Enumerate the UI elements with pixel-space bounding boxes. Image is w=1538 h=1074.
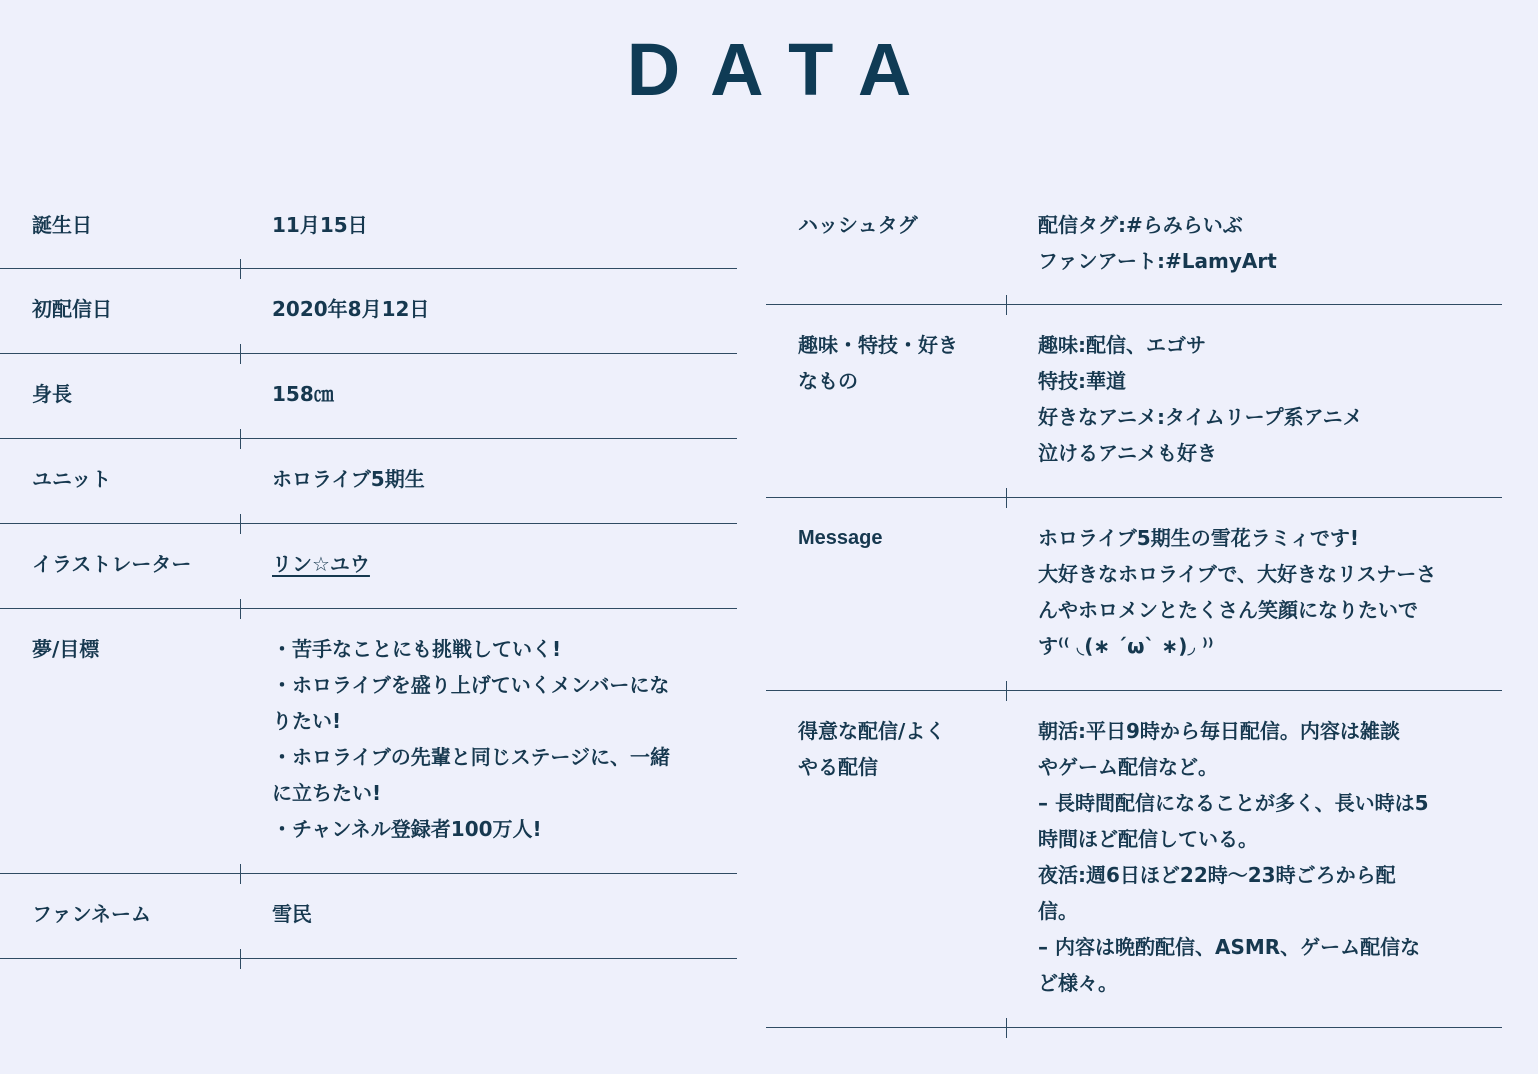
data-table-left [0,192,737,959]
label-line: 趣味・特技・好き [798,333,958,357]
label-line: やる配信 [798,755,878,779]
value-line: 11月15日 [272,213,368,237]
row-height [0,354,737,439]
value-line: す⁽⁽ ◟(∗ ˊωˋ ∗)◞ ⁾⁾ [1038,634,1214,658]
page-title: DATA [626,28,942,111]
value-illustrator [240,546,737,608]
value-line: 158㎝ [272,382,334,406]
value-line: 好きなアニメ:タイムリープ系アニメ [1038,405,1363,429]
label-height: 身長 [32,382,72,406]
label-illustrator: イラストレーター [32,552,192,576]
data-table-right [766,192,1502,1028]
row-illustrator [0,524,737,609]
label-hobbies [766,327,1006,497]
value-line: ホロライブ5期生の雪花ラミィです! [1038,526,1360,550]
value-line: ・苦手なことにも挑戦していく! [272,637,562,661]
row-streams [766,691,1502,1028]
value-line: やゲーム配信など。 [1038,755,1218,779]
value-line: 泣けるアニメも好き [1038,441,1217,465]
value-message [1006,520,1502,690]
value-debut-date [240,291,737,353]
row-birthday [0,192,737,269]
value-line: ファンアート:#LamyArt [1038,249,1277,273]
value-unit [240,461,737,523]
value-streams [1006,713,1502,1027]
value-line: 雪民 [272,902,312,926]
value-line: 趣味:配信、エゴサ [1038,333,1206,357]
row-message [766,498,1502,691]
value-line: に立ちたい! [272,781,382,805]
value-hashtag [1006,207,1502,304]
value-line: 2020年8月12日 [272,297,430,321]
value-hobbies [1006,327,1502,497]
value-line: 時間ほど配信している。 [1038,827,1258,851]
value-line: – 長時間配信になることが多く、長い時は5 [1038,791,1429,815]
value-line: – 内容は晩酌配信、ASMR、ゲーム配信な [1038,935,1421,959]
value-line: ホロライブ5期生 [272,467,425,491]
value-line: 特技:華道 [1038,369,1126,393]
value-line: 朝活:平日9時から毎日配信。内容は雑談 [1038,719,1400,743]
value-line: 信。 [1038,899,1078,923]
row-fan-name [0,874,737,959]
row-hashtag [766,192,1502,305]
label-streams [766,713,1006,1027]
row-debut-date [0,269,737,354]
value-height [240,376,737,438]
value-line: ど様々。 [1038,971,1118,995]
value-line: りたい! [272,709,342,733]
label-dream-goal: 夢/目標 [32,637,100,661]
row-hobbies [766,305,1502,498]
value-birthday [240,207,737,268]
row-dream-goal [0,609,737,874]
label-unit: ユニット [32,467,112,491]
value-line: 配信タグ:#らみらいぶ [1038,213,1243,237]
label-birthday: 誕生日 [32,213,92,237]
value-line: ・ホロライブの先輩と同じステージに、一緒 [272,745,670,769]
value-line: 夜活:週6日ほど22時〜23時ごろから配 [1038,863,1396,887]
value-line: 大好きなホロライブで、大好きなリスナーさ [1038,562,1437,586]
value-dream-goal [240,631,737,873]
row-unit [0,439,737,524]
label-hashtag: ハッシュタグ [798,213,918,237]
label-line: なもの [798,369,858,393]
label-fan-name: ファンネーム [32,902,151,926]
label-debut-date: 初配信日 [32,297,112,321]
label-line: 得意な配信/よく [798,719,946,743]
value-line: ・チャンネル登録者100万人! [272,817,542,841]
label-message: Message [798,527,883,549]
value-fan-name [240,896,737,958]
illustrator-link[interactable]: リン☆ユウ [272,552,370,576]
value-line: ・ホロライブを盛り上げていくメンバーにな [272,673,670,697]
value-line: んやホロメンとたくさん笑顔になりたいで [1038,598,1418,622]
